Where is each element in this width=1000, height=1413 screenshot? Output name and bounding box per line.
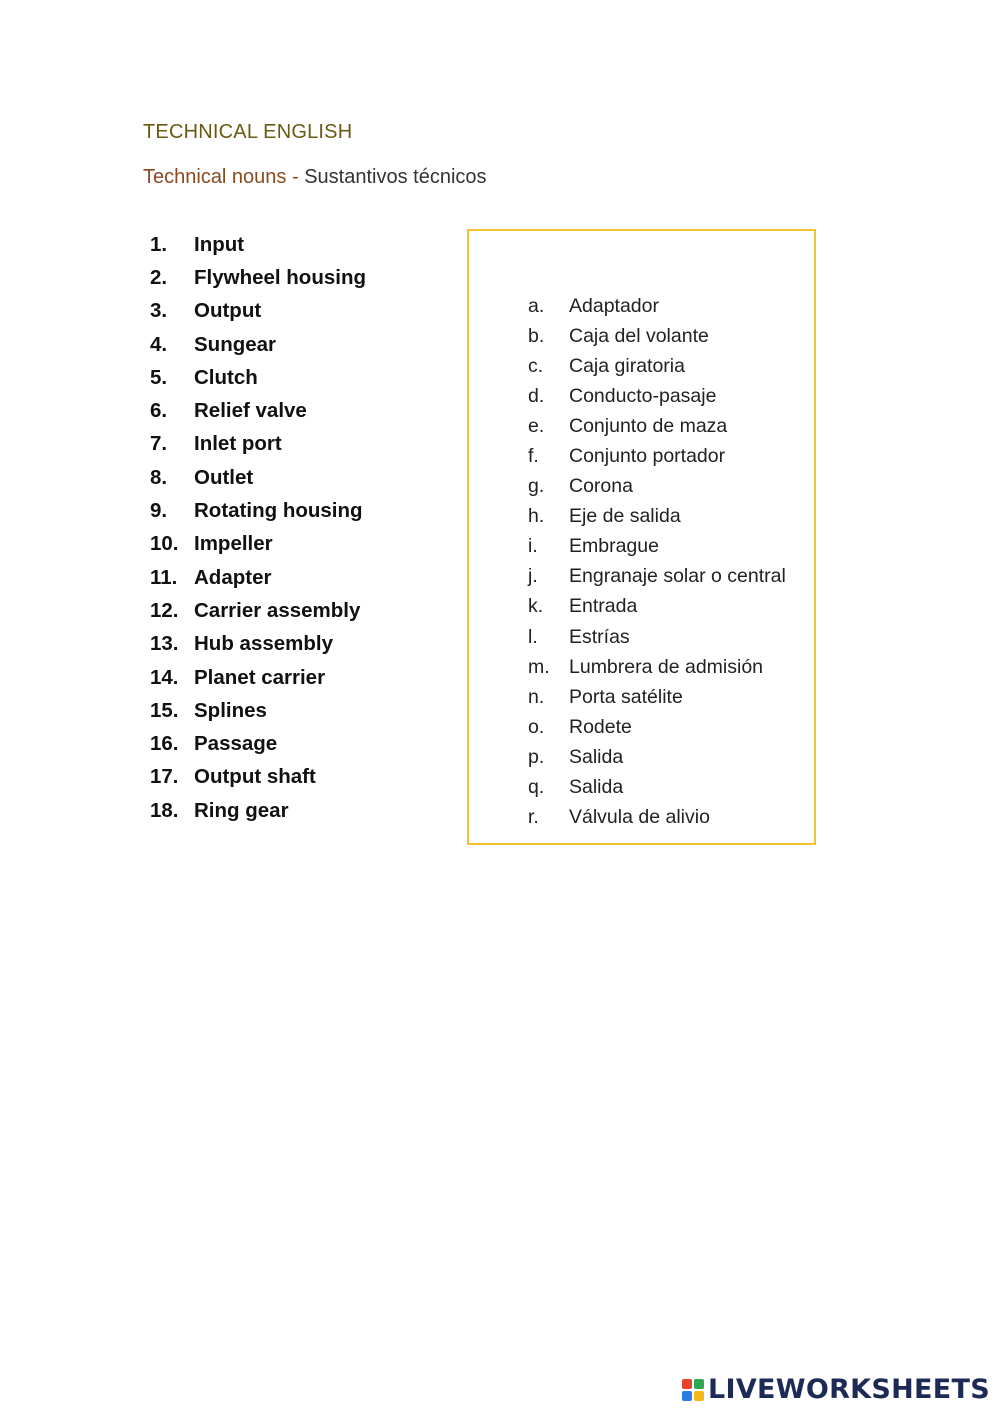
term-item (150, 461, 366, 494)
definition-text: Entrada (569, 595, 638, 618)
term-text: Carrier assembly (194, 598, 361, 622)
definition-text: Caja giratoria (569, 354, 685, 377)
document-title: TECHNICAL ENGLISH (143, 121, 353, 143)
definition-letter: f. (528, 445, 539, 468)
subtitle-english: Technical nouns (143, 166, 287, 188)
term-number: 14. (150, 665, 179, 689)
definition-item (528, 773, 786, 803)
term-text: Inlet port (194, 432, 282, 456)
definition-letter: q. (528, 776, 545, 799)
definition-item (528, 411, 786, 441)
definition-text: Engranaje solar o central (569, 565, 786, 588)
definition-letter: m. (528, 655, 550, 678)
term-text: Ring gear (194, 798, 289, 822)
definition-letter: g. (528, 475, 545, 498)
term-text: Hub assembly (194, 632, 333, 656)
definition-item (528, 381, 786, 411)
brand-logo-square (682, 1379, 692, 1389)
term-number: 6. (150, 399, 168, 423)
term-item (150, 528, 366, 561)
term-number: 3. (150, 299, 168, 323)
definition-item (528, 472, 786, 502)
definition-letter: k. (528, 595, 544, 618)
document-subtitle (143, 166, 487, 189)
definition-item (528, 291, 786, 321)
term-item (150, 661, 366, 694)
definition-text: Porta satélite (569, 685, 683, 708)
term-item (150, 727, 366, 760)
term-number: 4. (150, 332, 168, 356)
definition-text: Embrague (569, 535, 659, 558)
term-number: 8. (150, 465, 168, 489)
term-number: 12. (150, 598, 179, 622)
term-number: 11. (150, 565, 178, 589)
definition-item (528, 803, 786, 833)
definition-item (528, 502, 786, 532)
definition-letter: c. (528, 354, 544, 377)
definition-text: Conducto-pasaje (569, 384, 717, 407)
definition-item (528, 712, 786, 742)
term-text: Impeller (194, 532, 273, 556)
definition-item (528, 351, 786, 381)
definition-text: Rodete (569, 715, 632, 738)
definition-item (528, 652, 786, 682)
term-item (150, 228, 366, 261)
definition-text: Salida (569, 745, 624, 768)
definition-letter: n. (528, 685, 545, 708)
definition-letter: l. (528, 625, 538, 648)
term-item (150, 295, 366, 328)
definition-item (528, 562, 786, 592)
definition-item (528, 441, 786, 471)
term-number: 18. (150, 798, 179, 822)
term-text: Output (194, 299, 262, 323)
term-text: Passage (194, 732, 278, 756)
definition-letter: r. (528, 806, 539, 829)
term-number: 16. (150, 732, 179, 756)
definition-item (528, 622, 786, 652)
term-number: 5. (150, 365, 168, 389)
definition-item (528, 742, 786, 772)
brand-logo-icon (682, 1379, 704, 1401)
term-item (150, 761, 366, 794)
definition-text: Lumbrera de admisión (569, 655, 764, 678)
definition-text: Adaptador (569, 294, 659, 317)
term-number: 7. (150, 432, 168, 456)
term-item (150, 694, 366, 727)
term-number: 13. (150, 632, 179, 656)
term-text: Input (194, 232, 245, 256)
definition-text: Conjunto portador (569, 445, 726, 468)
subtitle-spanish: Sustantivos técnicos (304, 166, 487, 188)
term-text: Clutch (194, 365, 258, 389)
term-item (150, 394, 366, 427)
definition-text: Salida (569, 776, 624, 799)
definition-letter: b. (528, 324, 545, 347)
term-text: Flywheel housing (194, 265, 366, 289)
definition-item (528, 532, 786, 562)
brand-watermark (682, 1374, 990, 1405)
definition-letter: a. (528, 294, 545, 317)
definition-letter: i. (528, 535, 538, 558)
definition-text: Conjunto de maza (569, 414, 728, 437)
term-text: Adapter (194, 565, 272, 589)
definitions-list (528, 291, 786, 833)
term-number: 15. (150, 698, 179, 722)
term-number: 17. (150, 765, 179, 789)
brand-logo-square (682, 1391, 692, 1401)
term-text: Rotating housing (194, 499, 363, 523)
brand-text: LIVEWORKSHEETS (707, 1374, 990, 1405)
term-item (150, 594, 366, 627)
term-text: Splines (194, 698, 267, 722)
definition-letter: e. (528, 414, 545, 437)
term-number: 1. (150, 232, 168, 256)
definition-letter: j. (528, 565, 538, 588)
term-number: 10. (150, 532, 179, 556)
term-item (150, 261, 366, 294)
term-item (150, 494, 366, 527)
term-text: Relief valve (194, 399, 307, 423)
term-number: 9. (150, 499, 168, 523)
term-item (150, 328, 366, 361)
term-item (150, 361, 366, 394)
definition-letter: h. (528, 505, 545, 528)
definition-text: Caja del volante (569, 324, 709, 347)
definition-text: Eje de salida (569, 505, 681, 528)
term-text: Output shaft (194, 765, 316, 789)
definition-letter: d. (528, 384, 545, 407)
term-item (150, 561, 366, 594)
term-item (150, 628, 366, 661)
term-text: Outlet (194, 465, 254, 489)
term-number: 2. (150, 265, 168, 289)
subtitle-separator: - (286, 166, 305, 188)
definition-item (528, 592, 786, 622)
definition-text: Corona (569, 475, 633, 498)
definition-letter: p. (528, 745, 545, 768)
terms-list (150, 228, 366, 827)
definition-text: Estrías (569, 625, 630, 648)
definition-letter: o. (528, 715, 545, 738)
term-text: Planet carrier (194, 665, 326, 689)
brand-logo-square (694, 1391, 704, 1401)
brand-logo-square (694, 1379, 704, 1389)
definition-text: Válvula de alivio (569, 806, 710, 829)
definition-item (528, 682, 786, 712)
term-item (150, 428, 366, 461)
term-item (150, 794, 366, 827)
definition-item (528, 321, 786, 351)
term-text: Sungear (194, 332, 277, 356)
